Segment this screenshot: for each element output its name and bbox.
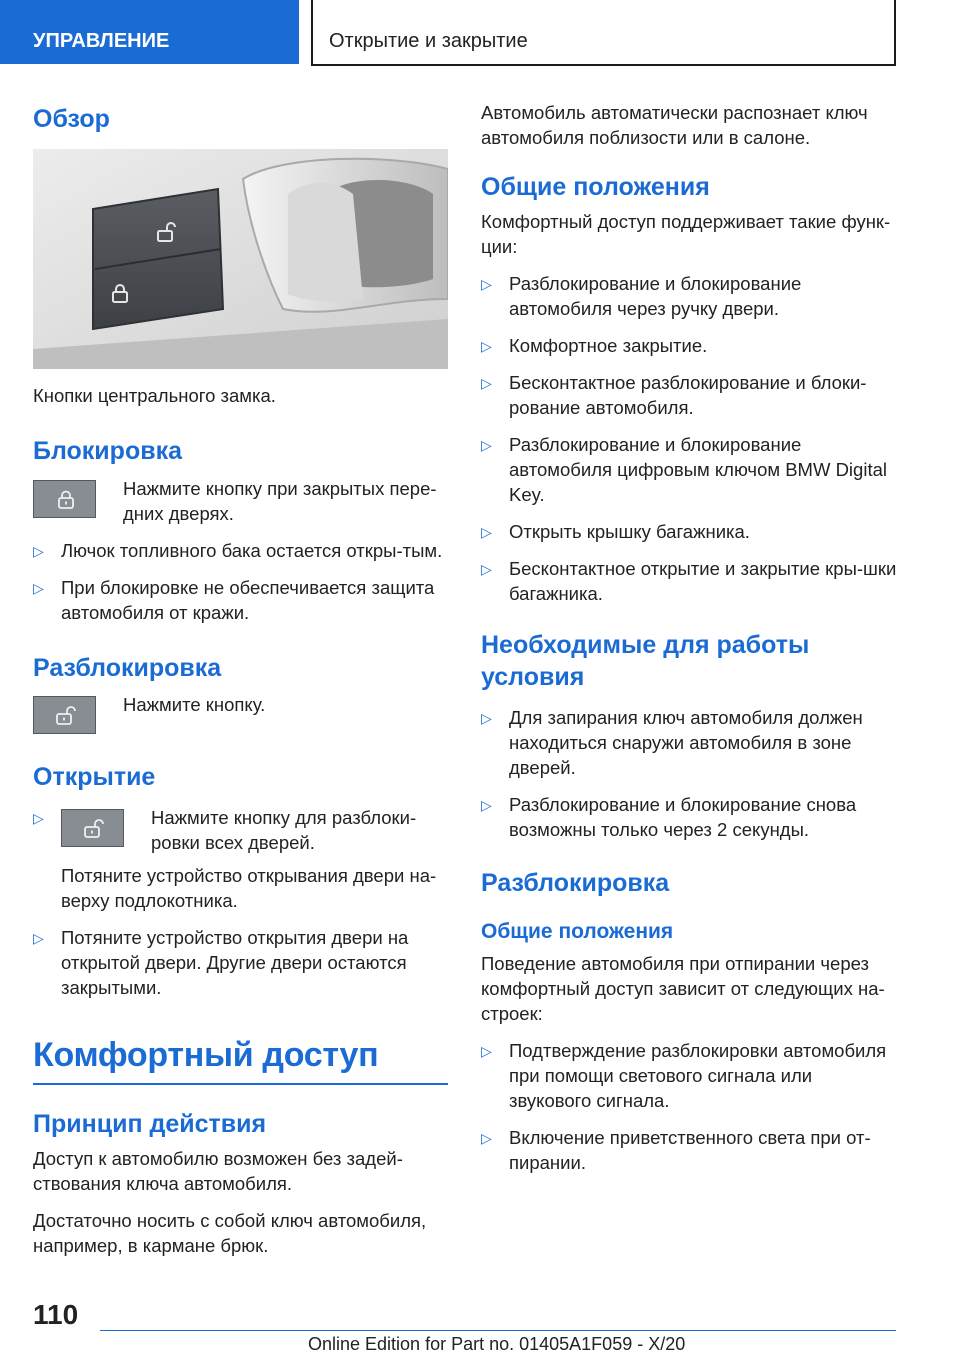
section-tab [0,0,299,64]
unlock-heading-right: Разблокировка [481,868,670,897]
unlock-general-subheading: Общие положения [481,920,674,943]
triangle-right-icon: ▷ [481,561,492,578]
padlock-open-icon [56,706,76,726]
unlock-button-image [61,809,124,847]
list-item: ▷ При блокировке не обеспечивается защита автомобиля от кражи. [33,576,435,623]
open-heading: Открытие [33,762,156,791]
triangle-right-icon: ▷ [33,930,44,946]
footer-rule [100,1330,896,1331]
overview-caption: Кнопки центрального замка. [33,385,276,407]
general-heading: Общие положения [481,173,710,201]
padlock-open-icon [84,819,104,839]
conditions-list [481,705,899,842]
unlock-button-image [33,696,96,734]
lock-instruction [33,476,448,526]
list-item: ▷ Бесконтактное разблокирование и блоки-рование автомобиля. [481,372,867,419]
triangle-right-icon: ▷ [481,375,492,392]
triangle-right-icon: ▷ [481,338,492,355]
right-column [481,100,899,1175]
list-item: ▷ Подтверждение разблокировки автомобиля при помощи светового сигнала или звукового сигнала. [481,1040,887,1112]
chapter-title: Открытие и закрытие [329,30,528,52]
triangle-right-icon: ▷ [481,276,492,293]
lock-button-image [33,480,96,518]
triangle-right-icon: ▷ [481,524,492,541]
triangle-right-icon: ▷ [33,810,44,826]
principle-heading: Принцип действия [33,1110,267,1139]
list-item: ▷ Включение приветственного света при от-пирании. [481,1127,871,1174]
unlock-heading: Разблокировка [33,653,222,682]
list-item: ▷ Для запирания ключ автомобиля должен находиться снаружи автомобиля в зоне дверей. [481,706,863,778]
triangle-right-icon: ▷ [33,579,44,596]
list-item: ▷ Разблокирование и блокирование снова возможны только через 2 секунды. [481,793,857,840]
comfort-access-heading: Комфортный доступ [33,1036,379,1074]
open-item1-text: Нажмите кнопку для разблоки-ровки всех дверей. [151,807,417,853]
edition-text: Online Edition for Part no. 01405A1F059 - X/20 [308,1334,686,1354]
triangle-right-icon: ▷ [481,796,492,813]
principle-p1: Доступ к автомобилю возможен без задей-ствования ключа автомобиля. [33,1148,403,1195]
open-unlock-instruction [61,805,448,855]
list-item: ▷ Разблокирование и блокирование автомобиля цифровым ключом BMW Digital Key. [481,434,887,506]
chapter-tab [311,0,896,66]
overview-heading: Обзор [33,105,110,133]
open-item1-extra: Потяните устройство открывания двери на-верху подлокотника. [61,865,437,911]
triangle-right-icon: ▷ [481,437,492,454]
conditions-heading: Необходимые для работы условия [481,631,810,691]
unlock-instruction [33,692,448,734]
principle-p2: Достаточно носить с собой ключ автомобиля, например, в кармане брюк. [33,1210,427,1257]
list-item: ▷ Бесконтактное открытие и закрытие кры-шки багажника. [481,558,897,605]
list-item: ▷ Лючок топливного бака остается откры-тым. [33,538,448,563]
page-number: 110 [33,1299,79,1330]
list-item: ▷ Разблокирование и блокирование автомобиля через ручку двери. [481,273,802,320]
lock-heading: Блокировка [33,437,182,466]
triangle-right-icon: ▷ [33,542,44,559]
intro-text: Автомобиль автоматически распознает ключ автомобиля поблизости или в салоне. [481,102,868,148]
list-item: ▷ Открыть крышку багажника. [481,519,899,544]
open-list [33,805,448,1000]
general-text: Комфортный доступ поддерживает такие функ-ции: [481,211,891,258]
list-item: ▷ Комфортное закрытие. [481,333,899,358]
left-column [33,100,448,1258]
triangle-right-icon: ▷ [481,1043,492,1060]
unlock-text: Нажмите кнопку. [123,693,266,715]
unlock-settings-list [481,1038,899,1175]
list-item [33,805,448,913]
door-lock-buttons-photo [33,149,448,369]
lock-list [33,538,448,625]
section-title: УПРАВЛЕНИЕ [33,30,170,52]
general-list [481,271,899,606]
triangle-right-icon: ▷ [481,709,492,726]
triangle-right-icon: ▷ [481,1130,492,1147]
padlock-closed-icon [56,490,76,510]
unlock-general-text: Поведение автомобиля при отпирании через комфортный доступ зависит от следующих на-строек: [481,953,885,1025]
heading-rule [33,1083,448,1085]
list-item: ▷ Потяните устройство открытия двери на открытой двери. Другие двери остаются закрытыми. [33,927,409,998]
lock-text: Нажмите кнопку при закрытых пере-дних дверях. [123,477,437,524]
